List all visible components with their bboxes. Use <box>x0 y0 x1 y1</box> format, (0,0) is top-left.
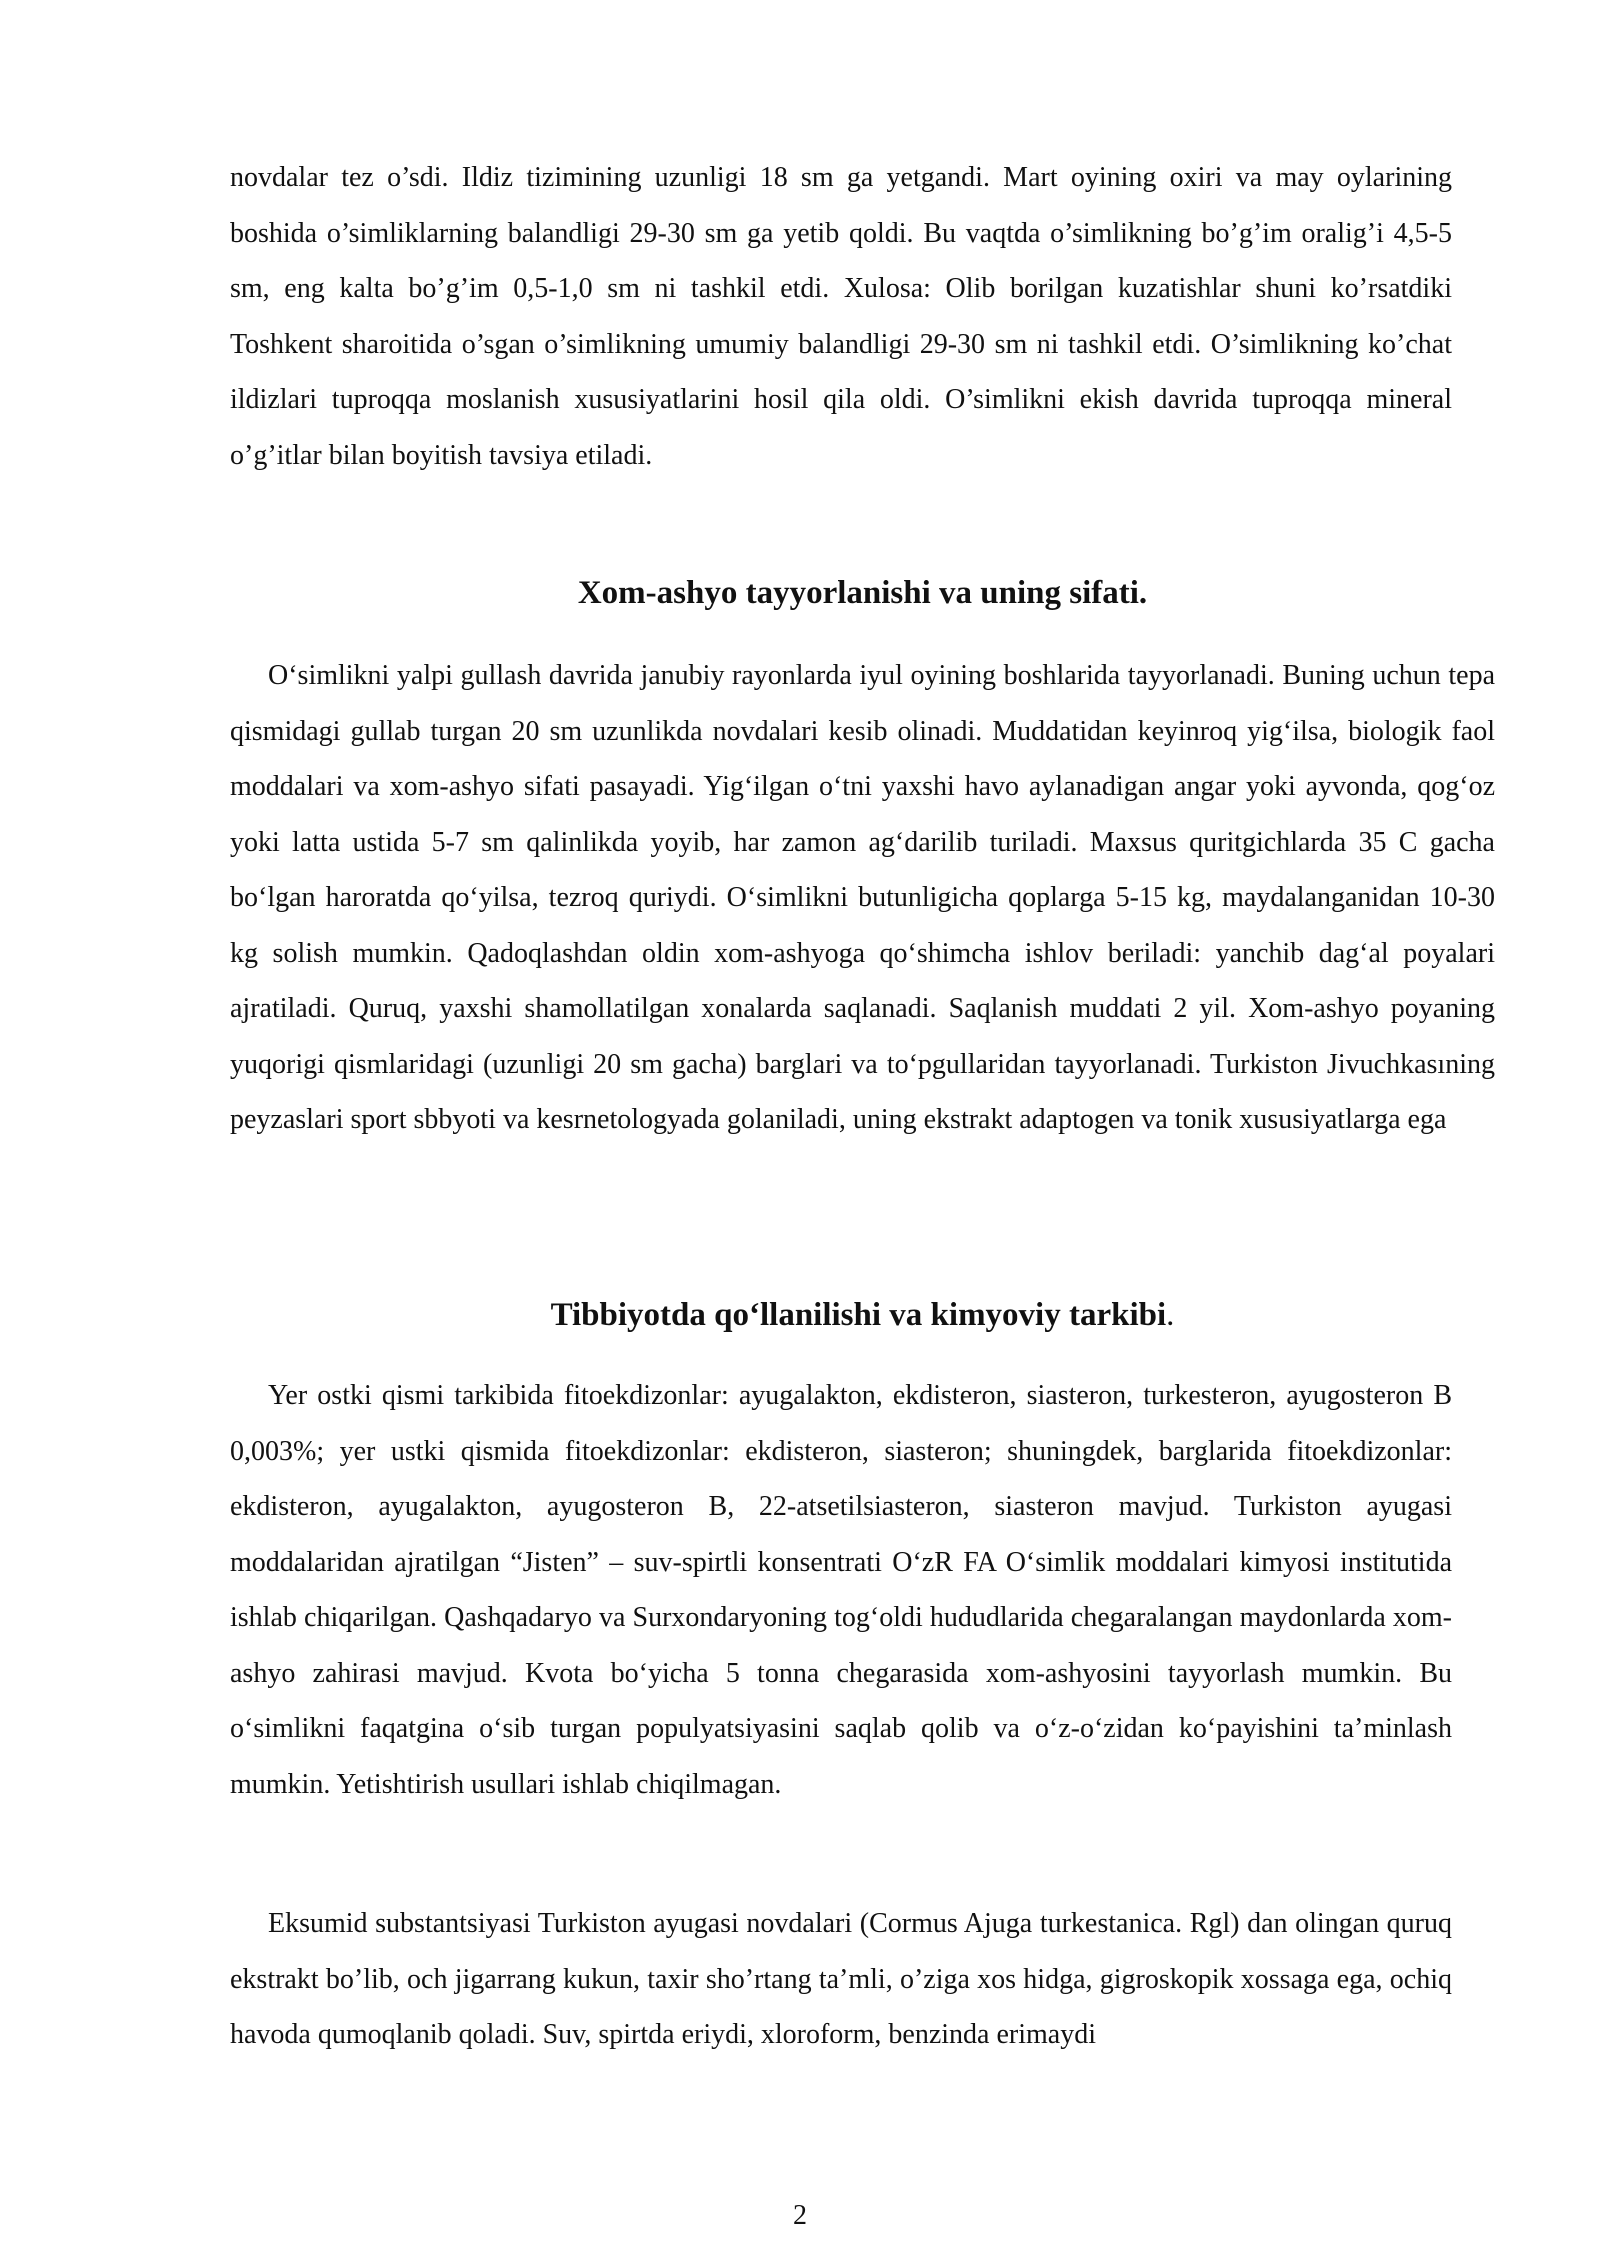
paragraph-chemical-composition: Yer ostki qismi tarkibida fitoekdizonlar: ayugalakton, ekdisteron, siasteron, turkesteron, ayugosteron B 0,003%; yer ustki qismida fitoekdizonlar: ekdisteron, siasteron; shuningdek, barglarida fitoekdizonlar: ekdisteron, ayugalakton, ayugosteron B, 22-atsetilsiasteron, siasteron mavjud. Turkiston ayugasi moddalaridan ajratilgan “Jisten” – suv-spirtli konsentrati O‘zR FA O‘simlik moddalari kimyosi institutida ishlab chiqarilgan. Qashqadaryo va Surxondaryoning tog‘oldi hududlarida chegaralangan maydonlarda xom-ashyo zahirasi mavjud. Kvota bo‘yicha 5 tonna chegarasida xom-ashyosini tayyorlash mumkin. Bu o‘simlikni faqatgina o‘sib turgan populyatsiyasini saqlab qolib va o‘z-o‘zidan ko‘payishini ta’minlash mumkin. Yetishtirish usullari ishlab chiqilmagan. <box>230 1380 1452 1800</box>
paragraph-eksumid-substance: Eksumid substantsiyasi Turkiston ayugasi novdalari (Cormus Ajuga turkestanica. Rgl) dan olingan quruq ekstrakt bo’lib, och jigarrang kukun, taxir sho’rtang ta’mli, o’ziga xos hidga, gigroskopik xossaga ega, ochiq havoda qumoqlanib qoladi. Suv, spirtda eriydi, xloroform, benzinda erimaydi <box>230 1908 1452 2050</box>
heading-raw-material-preparation: Xom-ashyo tayyorlanishi va uning sifati. <box>577 575 1148 611</box>
page-number: 2 <box>793 2200 807 2231</box>
paragraph-raw-material-preparation: O‘simlikni yalpi gullash davrida janubiy rayonlarda iyul oyining boshlarida tayyorlanadi. Buning uchun tepa qismidagi gullab turgan 20 sm uzunlikda novdalari kesib olinadi. Muddatidan keyinroq yig‘ilsa, biologik faol moddalari va xom-ashyo sifati pasayadi. Yig‘ilgan o‘tni yaxshi havo aylanadigan angar yoki ayvonda, qog‘oz yoki latta ustida 5-7 sm qalinlikda yoyib, har zamon ag‘darilib turiladi. Maxsus quritgichlarda 35 C gacha bo‘lgan haroratda qo‘yilsa, tezroq quriydi. O‘simlikni butunligicha qoplarga 5-15 kg, maydalanganidan 10-30 kg solish mumkin. Qadoqlashdan oldin xom-ashyoga qo‘shimcha ishlov beriladi: yanchib dag‘al poyalari ajratiladi. Quruq, yaxshi shamollatilgan xonalarda saqlanadi. Saqlanish muddati 2 yil. Xom-ashyo poyaning yuqorigi qismlaridagi (uzunligi 20 sm gacha) barglari va to‘pgullaridan tayyorlanadi. Turkiston Jivuchkasıning peyzaslari sport sbbyoti va kesrnetologyada golaniladi, uning ekstrakt adaptogen va tonik xususiyatlarga ega <box>230 660 1495 1135</box>
paragraph-plant-growth-observations: novdalar tez o’sdi. Ildiz tizimining uzunligi 18 sm ga yetgandi. Mart oyining oxiri va may oylarining boshida o’simliklarning balandligi 29-30 sm ga yetib qoldi. Bu vaqtda o’simlikning bo’g’im oralig’i 4,5-5 sm, eng kalta bo’g’im 0,5-1,0 sm ni tashkil etdi. Xulosa: Olib borilgan kuzatishlar shuni ko’rsatdiki Toshkent sharoitida o’sgan o’simlikning umumiy balandligi 29-30 sm ni tashkil etdi. O’simlikning ko’chat ildizlari tuproqqa moslanish xususiyatlarini hosil qila oldi. O’simlikni ekish davrida tuproqqa mineral o’g’itlar bilan boyitish tavsiya etiladi. <box>230 162 1452 471</box>
heading-medical-use-period: . <box>1166 1297 1175 1333</box>
heading-medical-use-chemical-composition <box>230 1295 1495 1335</box>
heading-medical-use-text: Tibbiyotda qo‘llanilishi va kimyoviy tarkibi <box>550 1297 1167 1333</box>
